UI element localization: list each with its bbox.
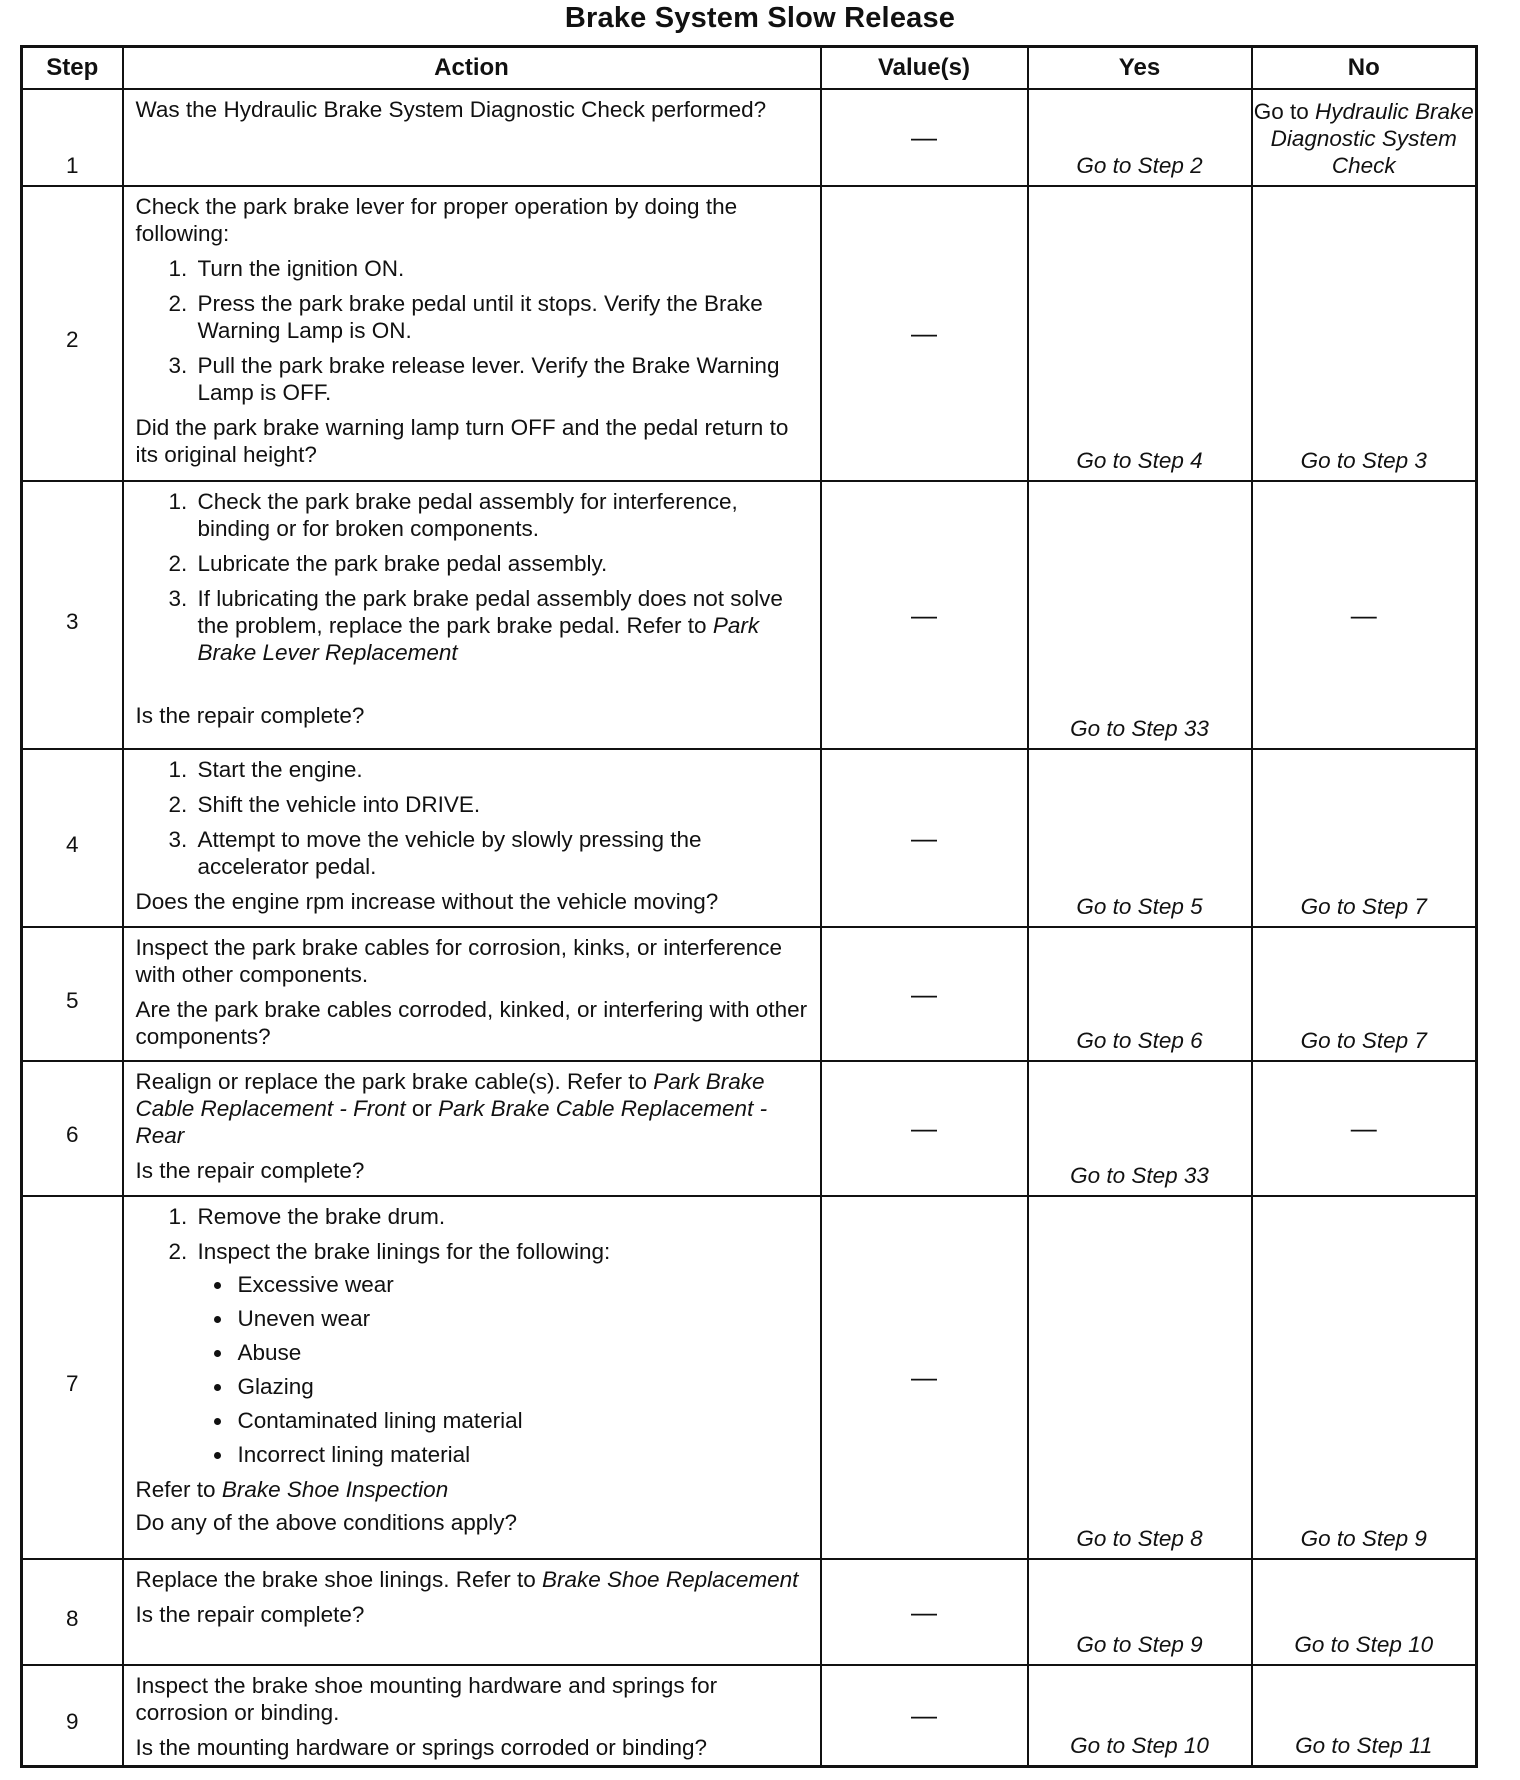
- action-steps: [136, 1203, 810, 1468]
- no-link: Hydraulic Brake Diagnostic System Check: [1270, 99, 1474, 178]
- action-cell: [123, 1559, 821, 1665]
- value-cell: —: [821, 749, 1028, 927]
- yes-cell: Go to Step 2: [1028, 89, 1252, 186]
- action-cell: [123, 1061, 821, 1196]
- list-item: 1. Remove the brake drum.: [194, 1203, 810, 1230]
- action-question: Is the repair complete?: [135, 1158, 365, 1183]
- step-number: 3: [22, 481, 123, 749]
- action-cell: [123, 927, 821, 1061]
- connector-text: or: [411, 1096, 432, 1121]
- action-cell: [123, 481, 821, 749]
- action-intro: [136, 1068, 810, 1149]
- list-item: [194, 585, 810, 666]
- step-number: 2: [22, 186, 123, 481]
- list-item: 3. Attempt to move the vehicle by slowly pressing the accelerator pedal.: [194, 826, 810, 880]
- condition-list: [198, 1271, 810, 1468]
- table-row: [22, 481, 1477, 749]
- action-cell: [123, 749, 821, 927]
- action-cell: [123, 89, 821, 186]
- reference-link: Brake Shoe Inspection: [221, 1477, 449, 1502]
- action-steps: [136, 756, 810, 880]
- table-row: [22, 1559, 1477, 1665]
- list-item: 2. Lubricate the park brake pedal assembly.: [194, 550, 810, 577]
- bullet-item: • Abuse: [234, 1339, 810, 1366]
- yes-cell: Go to Step 8: [1028, 1196, 1252, 1559]
- table-row: [22, 186, 1477, 481]
- action-intro: Check the park brake lever for proper operation by doing the following:: [135, 194, 738, 246]
- action-question: Is the repair complete?: [135, 703, 365, 728]
- step-number: 4: [22, 749, 123, 927]
- action-reference: [136, 1476, 810, 1503]
- table-row: [22, 1061, 1477, 1196]
- table-row: [22, 1665, 1477, 1767]
- yes-cell: Go to Step 33: [1028, 1061, 1252, 1196]
- no-cell: —: [1252, 1061, 1477, 1196]
- value-cell: —: [821, 89, 1028, 186]
- action-question: Was the Hydraulic Brake System Diagnostic Check performed?: [135, 97, 767, 122]
- step-number: 6: [22, 1061, 123, 1196]
- value-cell: —: [821, 927, 1028, 1061]
- action-intro: [136, 1566, 810, 1593]
- action-question: Do any of the above conditions apply?: [135, 1510, 518, 1535]
- yes-cell: Go to Step 33: [1028, 481, 1252, 749]
- table-row: [22, 749, 1477, 927]
- action-question: Does the engine rpm increase without the vehicle moving?: [135, 889, 719, 914]
- header-values: Value(s): [821, 47, 1028, 90]
- page-title: Brake System Slow Release: [564, 2, 956, 34]
- bullet-item: • Glazing: [234, 1373, 810, 1400]
- action-intro: Inspect the brake shoe mounting hardware and springs for corrosion or binding.: [135, 1673, 718, 1725]
- action-question: Are the park brake cables corroded, kinked, or interfering with other components?: [135, 997, 808, 1049]
- yes-cell: Go to Step 6: [1028, 927, 1252, 1061]
- header-yes: Yes: [1028, 47, 1252, 90]
- no-cell: Go to Step 9: [1252, 1196, 1477, 1559]
- value-cell: —: [821, 1559, 1028, 1665]
- no-prefix: Go to: [1253, 99, 1309, 124]
- no-cell: —: [1252, 481, 1477, 749]
- intro-text: Realign or replace the park brake cable(s). Refer to: [135, 1069, 648, 1094]
- no-cell: Go to Step 10: [1252, 1559, 1477, 1665]
- list-item: 1. Start the engine.: [194, 756, 810, 783]
- list-item: 1. Check the park brake pedal assembly for interference, binding or for broken components.: [194, 488, 810, 542]
- list-item: 2. Press the park brake pedal until it stops. Verify the Brake Warning Lamp is ON.: [194, 290, 810, 344]
- no-cell: Go to Step 3: [1252, 186, 1477, 481]
- no-cell: Go to Step 11: [1252, 1665, 1477, 1767]
- bullet-item: • Excessive wear: [234, 1271, 810, 1298]
- value-cell: —: [821, 1061, 1028, 1196]
- action-cell: [123, 1196, 821, 1559]
- value-cell: —: [821, 1665, 1028, 1767]
- no-cell: [1252, 89, 1477, 186]
- yes-cell: Go to Step 4: [1028, 186, 1252, 481]
- value-cell: —: [821, 481, 1028, 749]
- header-row: [22, 47, 1477, 90]
- yes-cell: Go to Step 5: [1028, 749, 1252, 927]
- diagnostic-table: [20, 45, 1478, 1768]
- header-no: No: [1252, 47, 1477, 90]
- header-step: Step: [22, 47, 123, 90]
- no-cell: Go to Step 7: [1252, 927, 1477, 1061]
- list-item: 2. Shift the vehicle into DRIVE.: [194, 791, 810, 818]
- step-number: 5: [22, 927, 123, 1061]
- step-number: 1: [22, 89, 123, 186]
- step-number: 8: [22, 1559, 123, 1665]
- step-number: 7: [22, 1196, 123, 1559]
- action-cell: [123, 186, 821, 481]
- bullet-item: • Incorrect lining material: [234, 1441, 810, 1468]
- action-question: Is the mounting hardware or springs corroded or binding?: [135, 1735, 708, 1760]
- item-text: Inspect the brake linings for the following:: [197, 1239, 611, 1264]
- value-cell: —: [821, 1196, 1028, 1559]
- value-cell: —: [821, 186, 1028, 481]
- bullet-item: • Uneven wear: [234, 1305, 810, 1332]
- no-cell: Go to Step 7: [1252, 749, 1477, 927]
- reference-link: Brake Shoe Replacement: [542, 1567, 799, 1592]
- reference-text: Refer to: [135, 1477, 216, 1502]
- reference-link: Park Brake Lever Replacement: [197, 613, 760, 665]
- list-item: 3. Pull the park brake release lever. Verify the Brake Warning Lamp is OFF.: [194, 352, 810, 406]
- action-steps: [136, 488, 810, 666]
- yes-cell: Go to Step 9: [1028, 1559, 1252, 1665]
- action-steps: [136, 255, 810, 406]
- action-question: Did the park brake warning lamp turn OFF and the pedal return to its original height?: [135, 415, 789, 467]
- table-row: [22, 927, 1477, 1061]
- table-row: [22, 1196, 1477, 1559]
- reference-link: Park Brake Cable Replacement - Rear: [135, 1096, 768, 1148]
- action-cell: [123, 1665, 821, 1767]
- reference-link: Park Brake Cable Replacement - Front: [135, 1069, 765, 1121]
- header-action: Action: [123, 47, 821, 90]
- list-item: [194, 1238, 810, 1468]
- list-item: 1. Turn the ignition ON.: [194, 255, 810, 282]
- bullet-item: • Contaminated lining material: [234, 1407, 810, 1434]
- intro-text: Replace the brake shoe linings. Refer to: [135, 1567, 536, 1592]
- yes-cell: Go to Step 10: [1028, 1665, 1252, 1767]
- step-number: 9: [22, 1665, 123, 1767]
- table-row: [22, 89, 1477, 186]
- item-text: If lubricating the park brake pedal assembly does not solve the problem, replace the park brake pedal. Refer to: [197, 586, 783, 638]
- action-question: Is the repair complete?: [135, 1602, 365, 1627]
- action-intro: Inspect the park brake cables for corrosion, kinks, or interference with other components.: [135, 935, 783, 987]
